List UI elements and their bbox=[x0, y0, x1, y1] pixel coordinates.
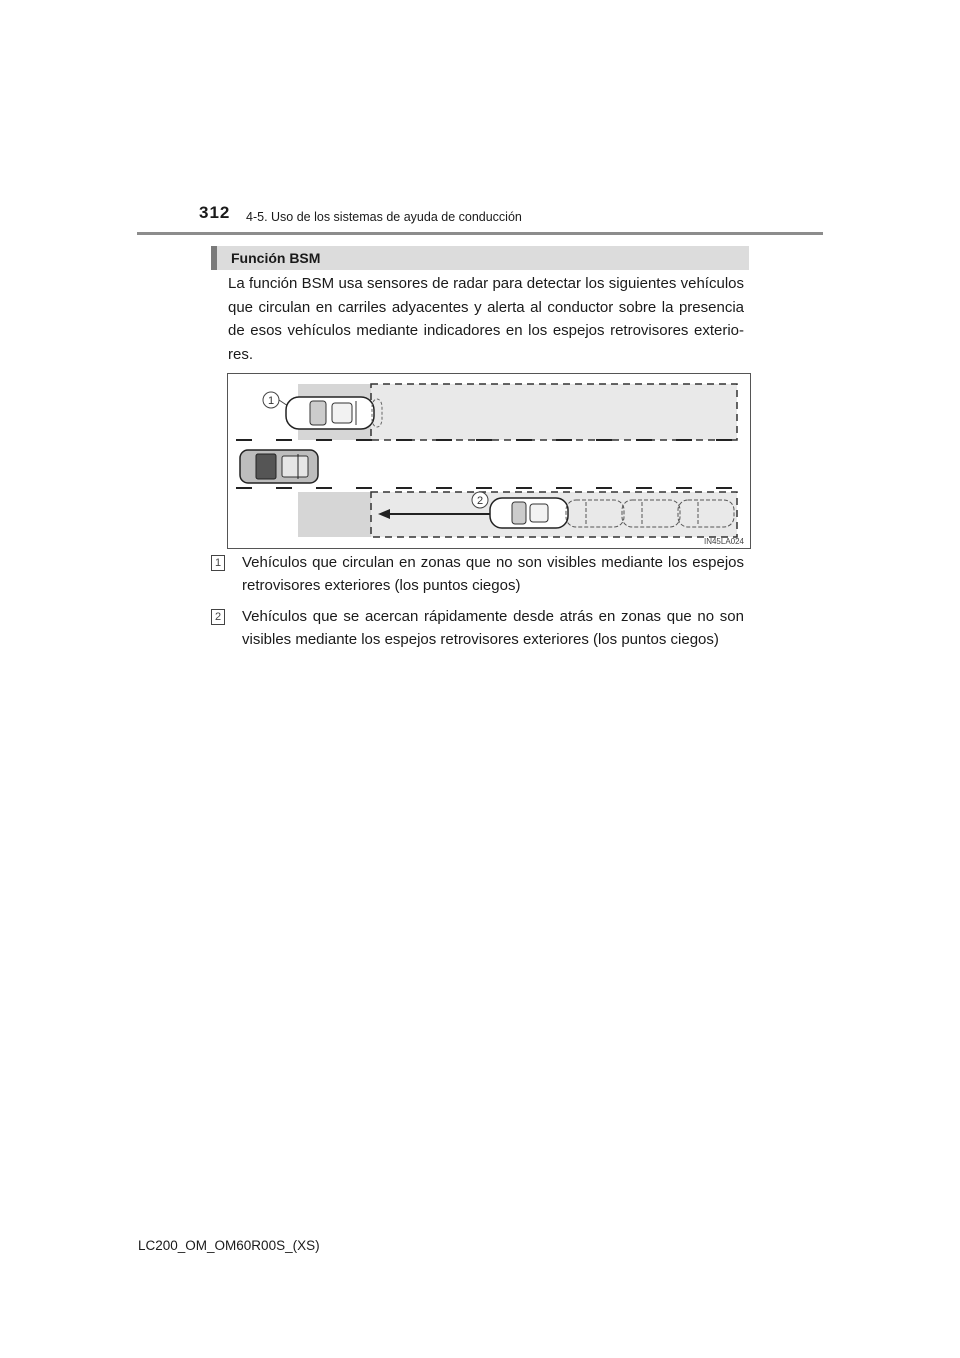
car-lower-lane bbox=[490, 498, 568, 528]
callout-1-label: 1 bbox=[267, 395, 275, 407]
car-upper-lane bbox=[286, 397, 382, 429]
callout-2-label: 2 bbox=[476, 495, 484, 507]
note-number: 2 bbox=[211, 609, 225, 625]
intro-paragraph: La función BSM usa sensores de radar para detectar los siguientes vehículos que circulan en carriles adyacentes y alerta al conductor sobre la presencia de esos vehículos mediante indicadores en los espejos retrovisores exterio-res. bbox=[228, 275, 744, 363]
section-title: 4-5. Uso de los sistemas de ayuda de conducción bbox=[246, 210, 522, 224]
subsection-heading bbox=[211, 246, 749, 270]
figure-notes bbox=[211, 552, 744, 660]
note-item bbox=[211, 606, 744, 651]
figure-code: IN45LA024 bbox=[703, 537, 744, 546]
bsm-diagram bbox=[227, 373, 751, 549]
subsection-title: Función BSM bbox=[231, 250, 321, 266]
page-number: 312 bbox=[199, 203, 231, 222]
own-vehicle bbox=[240, 450, 318, 483]
note-number: 1 bbox=[211, 555, 225, 571]
note-item bbox=[211, 552, 744, 597]
lower-lane-zone-shaded bbox=[298, 492, 371, 537]
note-text: Vehículos que circulan en zonas que no son visibles mediante los espejos retrovisores exteriores (los puntos ciegos) bbox=[242, 554, 744, 594]
upper-lane-zone-extended bbox=[371, 384, 737, 440]
footer-doc-id: LC200_OM_OM60R00S_(XS) bbox=[138, 1238, 320, 1253]
bsm-diagram-svg bbox=[228, 374, 750, 548]
note-text: Vehículos que se acercan rápidamente desde atrás en zonas que no son visibles mediante los espejos retrovisores exteriores (los puntos ciegos) bbox=[242, 608, 744, 648]
header-rule bbox=[137, 232, 823, 235]
